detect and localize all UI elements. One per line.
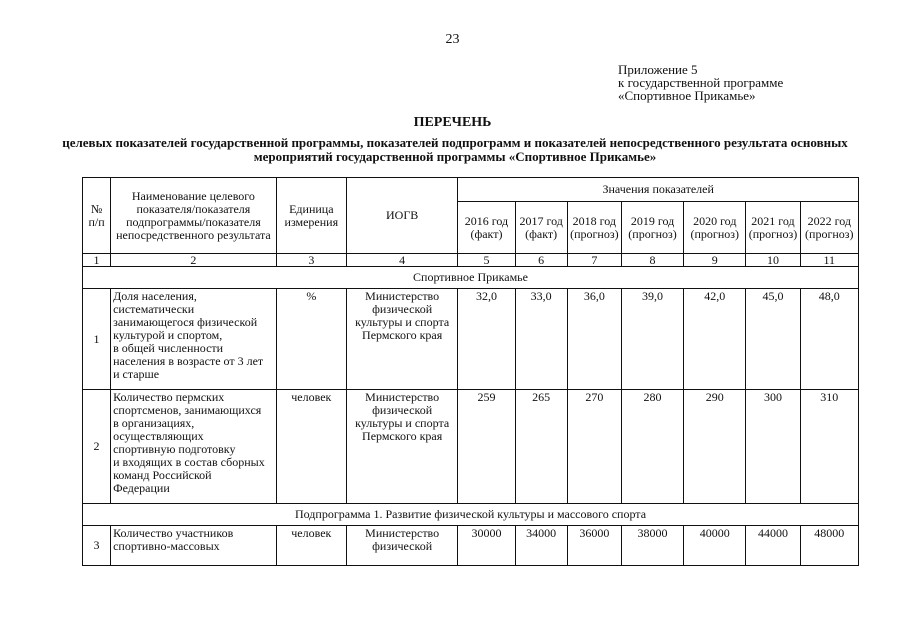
appendix-line: к государственной программе bbox=[618, 75, 784, 90]
value-cell: 270 bbox=[567, 390, 621, 504]
column-number: 6 bbox=[515, 254, 567, 267]
column-numbers-row bbox=[83, 254, 859, 267]
column-number: 3 bbox=[276, 254, 346, 267]
indicator-name bbox=[111, 526, 277, 566]
iogv-line: физической bbox=[372, 539, 433, 553]
value-cell: 36,0 bbox=[567, 289, 621, 390]
iogv-line: Пермского края bbox=[362, 328, 443, 342]
indicator-name-line: Количество участников bbox=[113, 526, 234, 540]
document-title: ПЕРЕЧЕНЬ bbox=[413, 115, 492, 130]
iogv-line: Пермского края bbox=[362, 429, 443, 443]
header-name: Наименование целевого показателя/показателя подпрограммы/показателя непосредственного результата bbox=[111, 178, 277, 254]
column-number: 2 bbox=[111, 254, 277, 267]
appendix-line: «Спортивное Прикамье» bbox=[618, 88, 756, 103]
indicator-name bbox=[111, 390, 277, 504]
indicator-name-line: населения в возрасте от 3 лет bbox=[113, 354, 264, 368]
unit-cell: человек bbox=[276, 526, 346, 566]
iogv-cell bbox=[346, 390, 457, 504]
indicator-name-line: Количество пермских bbox=[113, 390, 225, 404]
header-year: 2022 год (прогноз) bbox=[800, 202, 858, 254]
unit-cell: % bbox=[276, 289, 346, 390]
value-cell: 265 bbox=[515, 390, 567, 504]
row-number: 1 bbox=[83, 289, 111, 390]
column-number: 8 bbox=[621, 254, 683, 267]
column-number: 7 bbox=[567, 254, 621, 267]
column-number: 5 bbox=[458, 254, 515, 267]
value-cell: 33,0 bbox=[515, 289, 567, 390]
header-year: 2016 год (факт) bbox=[458, 202, 515, 254]
unit-cell: человек bbox=[276, 390, 346, 504]
value-cell: 310 bbox=[800, 390, 858, 504]
column-number: 4 bbox=[346, 254, 457, 267]
value-cell: 290 bbox=[684, 390, 746, 504]
value-cell: 40000 bbox=[684, 526, 746, 566]
value-cell: 38000 bbox=[621, 526, 683, 566]
table-row bbox=[83, 526, 859, 566]
iogv-line: Министерство bbox=[365, 390, 440, 404]
value-cell: 300 bbox=[746, 390, 800, 504]
column-number: 10 bbox=[746, 254, 800, 267]
header-num: № п/п bbox=[83, 178, 111, 254]
indicator-name-line: спортивно-массовых bbox=[113, 539, 220, 553]
row-number: 3 bbox=[83, 526, 111, 566]
indicator-name-line: в общей численности bbox=[113, 341, 224, 355]
page-number: 23 bbox=[445, 32, 460, 47]
section-row bbox=[83, 267, 859, 289]
value-cell: 44000 bbox=[746, 526, 800, 566]
header-iogv: ИОГВ bbox=[346, 178, 457, 254]
indicator-name-line: Доля населения, bbox=[113, 289, 197, 303]
iogv-line: Министерство bbox=[365, 289, 440, 303]
iogv-cell bbox=[346, 289, 457, 390]
section-title: Спортивное Прикамье bbox=[83, 267, 859, 289]
header-year: 2017 год (факт) bbox=[515, 202, 567, 254]
indicator-name-line: и входящих в состав сборных bbox=[113, 455, 265, 469]
indicator-name-line: Федерации bbox=[113, 481, 170, 495]
column-number: 9 bbox=[684, 254, 746, 267]
indicator-name-line: команд Российской bbox=[113, 468, 212, 482]
section-title: Подпрограмма 1. Развитие физической культуры и массового спорта bbox=[83, 504, 859, 526]
appendix-line: Приложение 5 bbox=[618, 62, 698, 77]
header-year: 2021 год (прогноз) bbox=[746, 202, 800, 254]
table-row bbox=[83, 390, 859, 504]
value-cell: 45,0 bbox=[746, 289, 800, 390]
indicator-name-line: занимающегося физической bbox=[113, 315, 258, 329]
indicator-name-line: спортсменов, занимающихся bbox=[113, 403, 262, 417]
header-values-group: Значения показателей bbox=[458, 178, 859, 202]
header-unit: Единица измерения bbox=[276, 178, 346, 254]
iogv-line: культуры и спорта bbox=[355, 416, 450, 430]
indicator-name-line: и старше bbox=[113, 367, 160, 381]
column-number: 11 bbox=[800, 254, 858, 267]
value-cell: 42,0 bbox=[684, 289, 746, 390]
indicator-name-line: осуществляющих bbox=[113, 429, 204, 443]
value-cell: 34000 bbox=[515, 526, 567, 566]
appendix-note bbox=[618, 63, 783, 102]
iogv-line: Министерство bbox=[365, 526, 440, 540]
indicator-name bbox=[111, 289, 277, 390]
value-cell: 32,0 bbox=[458, 289, 515, 390]
header-year: 2019 год (прогноз) bbox=[621, 202, 683, 254]
iogv-line: культуры и спорта bbox=[355, 315, 450, 329]
iogv-line: физической bbox=[372, 302, 433, 316]
column-number: 1 bbox=[83, 254, 111, 267]
iogv-line: физической bbox=[372, 403, 433, 417]
value-cell: 30000 bbox=[458, 526, 515, 566]
indicators-table bbox=[82, 177, 859, 566]
indicator-name-line: систематически bbox=[113, 302, 195, 316]
value-cell: 36000 bbox=[567, 526, 621, 566]
indicator-name-line: в организациях, bbox=[113, 416, 195, 430]
header-year: 2018 год (прогноз) bbox=[567, 202, 621, 254]
indicator-name-line: культурой и спортом, bbox=[113, 328, 223, 342]
value-cell: 280 bbox=[621, 390, 683, 504]
document-subtitle: целевых показателей государственной программы, показателей подпрограмм и показателей непосредственного результата основных мероприятий государственной программы «Спортивное Прикамье» bbox=[62, 135, 848, 164]
section-row bbox=[83, 504, 859, 526]
table-row bbox=[83, 289, 859, 390]
value-cell: 48000 bbox=[800, 526, 858, 566]
row-number: 2 bbox=[83, 390, 111, 504]
value-cell: 48,0 bbox=[800, 289, 858, 390]
value-cell: 39,0 bbox=[621, 289, 683, 390]
indicator-name-line: спортивную подготовку bbox=[113, 442, 236, 456]
header-year: 2020 год (прогноз) bbox=[684, 202, 746, 254]
value-cell: 259 bbox=[458, 390, 515, 504]
iogv-cell bbox=[346, 526, 457, 566]
